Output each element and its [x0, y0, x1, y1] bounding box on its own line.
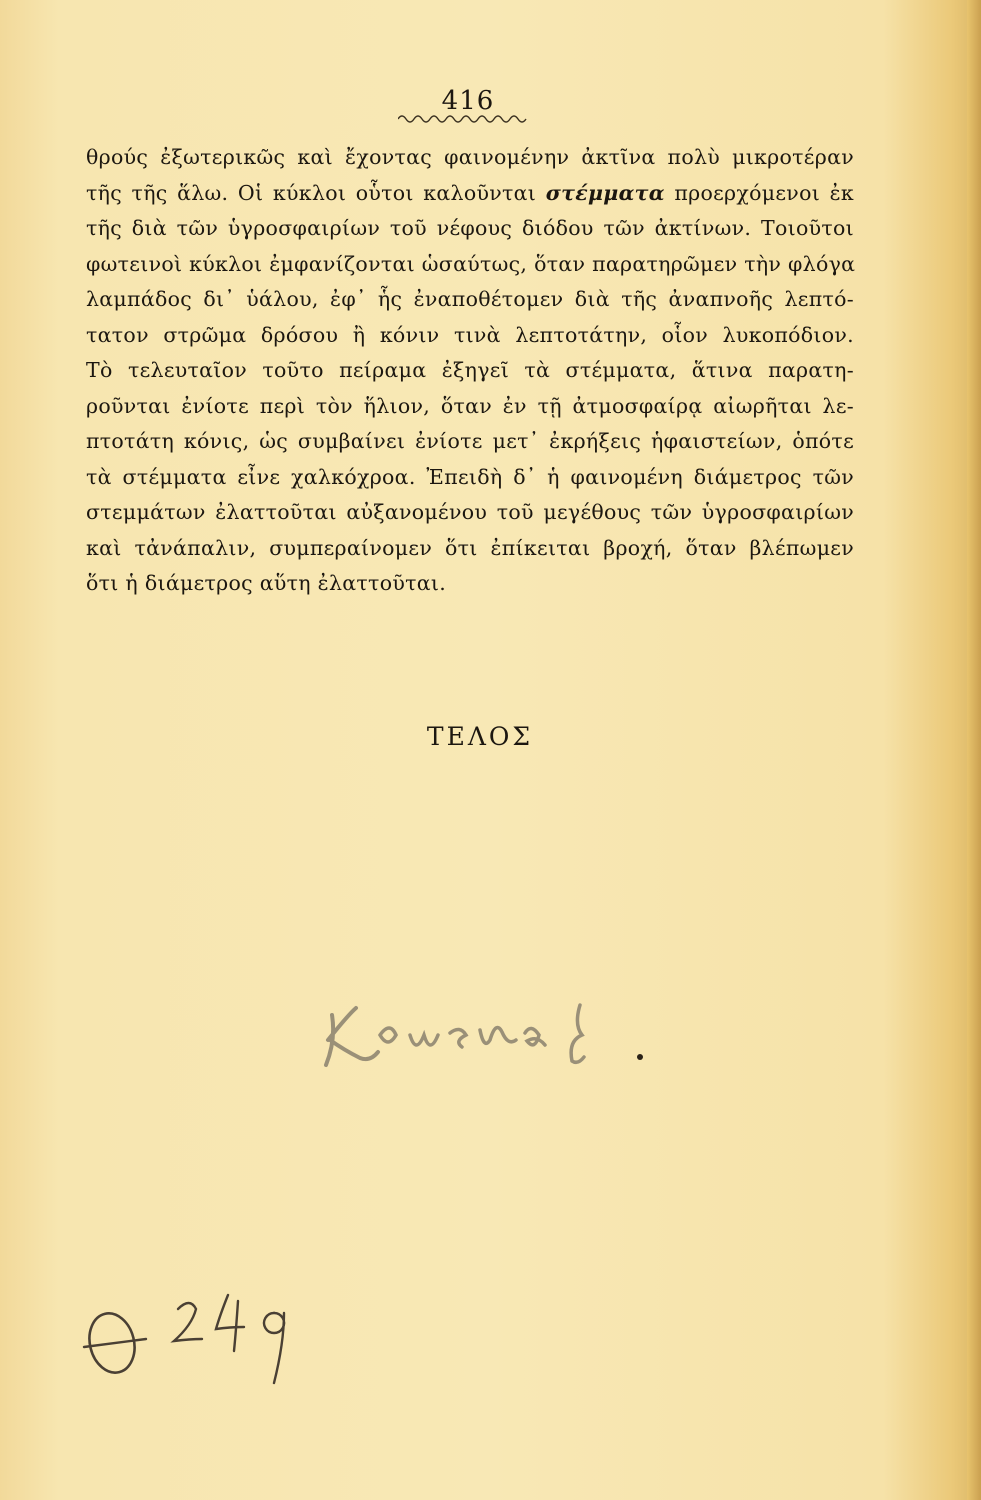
text-line-2: [86, 176, 854, 212]
page-edge: [967, 0, 981, 1500]
text-line-3: τῆς διὰ τῶν ὑγροσφαιρίων τοῦ νέφους διόδου τῶν ἀκτίνων. Τοιοῦτοι: [86, 216, 854, 240]
text-line-4: φωτεινοὶ κύκλοι ἐμφανίζονται ὡσαύτως, ὅταν παρατηρῶμεν τὴν φλόγα: [86, 251, 856, 276]
text-line-12: καὶ τἀνάπαλιν, συμπεραίνομεν ὅτι ἐπίκειται βροχή, ὅταν βλέπωμεν: [86, 535, 854, 560]
text-line-7: Τὸ τελευταῖον τοῦτο πείραμα ἐξηγεῖ τὰ στέμματα, ἅτινα παρατη-: [86, 358, 854, 382]
text-line-2-start: τῆς τῆς ἅλω. Οἱ κύκλοι οὗτοι καλοῦνται: [86, 180, 546, 205]
text-line-9: πτοτάτη κόνις, ὡς συμβαίνει ἐνίοτε μετ᾽ ἐκρήξεις ἡφαιστείων, ὁπότε: [86, 429, 854, 453]
text-line-1: θρούς ἐξωτερικῶς καὶ ἔχοντας φαινομένην ἀκτῖνα πολὺ μικροτέραν: [86, 145, 854, 169]
page-number: 416: [441, 86, 495, 116]
end-mark: ΤΕΛΟΣ: [426, 722, 534, 751]
text-line-5: λαμπάδος δι᾽ ὑάλου, ἐφ᾽ ἧς ἐναποθέτομεν διὰ τῆς ἀναπνοῆς λεπτό-: [86, 287, 854, 311]
body-text: [86, 140, 854, 602]
text-line-11: στεμμάτων ἐλαττοῦται αὐξανομένου τοῦ μεγέθους τῶν ὑγροσφαιρίων: [86, 500, 854, 524]
text-line-13: ὅτι ἡ διάμετρος αὕτη ἐλαττοῦται.: [86, 571, 447, 595]
text-line-2-end: προερχόμενοι ἐκ: [664, 180, 855, 205]
page-number-ornament: [398, 112, 528, 126]
emphasized-term: στέμματα: [545, 180, 665, 205]
text-line-10: τὰ στέμματα εἶνε χαλκόχροα. Ἐπειδὴ δ᾽ ἡ φαινομένη διάμετρος τῶν: [86, 464, 854, 489]
text-line-8: ροῦνται ἐνίοτε περὶ τὸν ἥλιον, ὅταν ἐν τῇ ἀτμοσφαίρᾳ αἰωρῆται λε-: [86, 393, 854, 418]
shelf-mark-annotation: [78, 1285, 298, 1395]
text-line-6: τατον στρῶμα δρόσου ἢ κόνιν τινὰ λεπτοτάτην, οἷον λυκοπόδιον.: [86, 322, 854, 347]
handwritten-signature: [310, 985, 650, 1075]
